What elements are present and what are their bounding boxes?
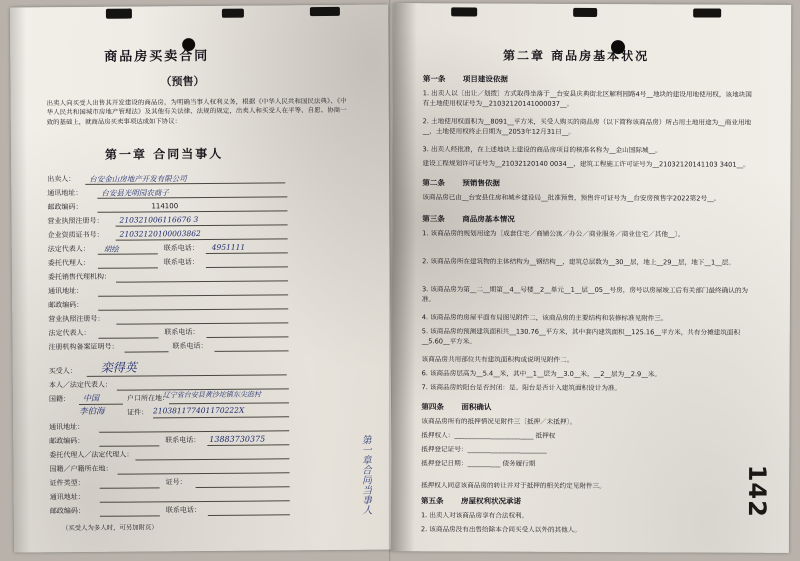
buyer-phone: 13883730375 — [209, 434, 266, 444]
scan-smudge — [310, 7, 340, 16]
left-page-title: 商品房买卖合同 — [104, 48, 210, 65]
article-4-item-3: 抵押登记日期：__________ 债务履行期 — [421, 459, 536, 468]
seller-value: 台安金山房地产开发有限公司 — [89, 174, 187, 184]
seller-field-label-10b: 联系电话： — [164, 328, 200, 337]
left-page-subtitle: （预售） — [160, 74, 205, 89]
seller-field-label-9: 营业执照注册号： — [48, 314, 105, 324]
article-5-title: 房屋权利状况承诺 — [461, 496, 522, 506]
seller-field-value-4b: 4951111 — [211, 242, 246, 252]
buyer-id-number: 210381177401170222X — [153, 405, 245, 416]
buyer-field-label-4b: 联系电话： — [165, 436, 201, 445]
scan-shadow-gutter — [391, 3, 417, 551]
article-3-item-2: 3. 该商品房为第__二__期第__4__号楼__2__单元__1__层__05__号房，房号以房屋竣工后有关部门最终确认的为准。 — [421, 285, 749, 303]
contract-page-right — [391, 3, 791, 553]
field-rule — [196, 486, 290, 488]
field-rule — [100, 487, 160, 488]
seller-field-label-2: 营业执照注册号： — [47, 216, 104, 226]
field-rule — [169, 402, 289, 404]
buyer-field-label-7: 证件类型： — [49, 478, 85, 488]
seller-field-label-8: 邮政编码： — [48, 300, 84, 310]
article-3-item-0: 1. 该商品房的规划用途为〔成套住宅／商铺公寓／办公／商业服务／商业住宅／其他__〕。 — [422, 229, 685, 239]
article-5-item-0: 1. 出卖人对该商品房享有合法权利。 — [420, 511, 529, 520]
seller-label: 出卖人： — [47, 174, 76, 184]
field-rule — [208, 514, 290, 516]
field-rule — [98, 308, 288, 310]
article-3-item-3: 4. 该商品房的房屋平面布局图见附件二，该商品房的主要结构和装修标准见附件三。 — [421, 313, 668, 323]
buyer-field-label-1: 国籍： — [48, 395, 70, 404]
contract-page-left — [10, 5, 392, 553]
seller-field-label-4b: 联系电话： — [163, 244, 199, 253]
field-rule — [118, 472, 290, 474]
article-3-title: 商品房基本情况 — [462, 214, 515, 224]
buyer-label: 买受人： — [48, 366, 77, 376]
field-rule — [206, 252, 288, 254]
field-rule — [153, 416, 289, 418]
seller-field-value-2: 210321006116676 3 — [119, 215, 199, 225]
article-3-item-6: 6. 该商品房层高为__5.4__米，其中__1__层为__3.0__米，__2__层为__2.9__米。 — [421, 369, 662, 379]
buyer-field-label-8: 通讯地址： — [49, 492, 85, 502]
seller-field-label-6: 委托销售代理机构： — [47, 272, 112, 282]
field-rule — [135, 458, 289, 460]
article-2-no: 第二条 — [422, 178, 445, 188]
pledge-note: 抵押权人同意该商品房的转让并对于抵押的相关约定见附件三。 — [421, 481, 606, 491]
article-2-title: 预销售依据 — [462, 178, 500, 188]
seller-field-label-3: 企业资质证书号： — [47, 230, 104, 240]
seller-field-label-11: 注册机构备案证明号： — [48, 342, 119, 352]
field-rule — [116, 224, 288, 226]
article-4-item-0: 该商品房所有的抵押情况见附件三〔抵押／未抵押〕。 — [421, 417, 577, 426]
article-5-item-1: 2. 该商品房没有出售给除本合同买受人以外的其他人。 — [420, 525, 581, 534]
scan-smudge — [451, 7, 477, 16]
seller-field-label-7: 通讯地址： — [48, 286, 84, 296]
field-rule — [207, 444, 289, 446]
buyer-field-label-1b: 户口所在地： — [126, 394, 169, 403]
buyer-field-label-0: 本人／法定代表人： — [48, 380, 112, 390]
field-rule — [100, 500, 290, 502]
field-rule — [206, 336, 288, 338]
seller-field-label-4: 法定代表人： — [47, 244, 90, 254]
seller-field-value-0: 台安县光明园农商子 — [101, 188, 169, 198]
seller-field-label-1: 邮政编码： — [47, 202, 83, 212]
article-3-item-7: 7. 该商品房的阳台是否封闭：是。阳台是否计入建筑面积设计为准。 — [421, 383, 622, 393]
scan-smudge — [106, 9, 132, 19]
buyer-field-label-4: 邮政编码： — [49, 436, 85, 446]
field-rule — [100, 515, 160, 516]
article-1-item-3: 建设工程规划许可证号为__21032120140 0034__，建筑工程施工许可证号为__21032120141103 3401__。 — [422, 159, 750, 169]
scan-smudge — [693, 8, 721, 17]
buyer-field-label-7b: 证号： — [165, 478, 187, 487]
buyer-name-handwritten: 李伯海 — [79, 406, 105, 417]
scan-shadow-left — [10, 7, 30, 552]
buyer-field-label-2b: 证件： — [127, 408, 149, 417]
seller-field-value-3: 21032120100003862 — [119, 229, 201, 239]
seller-field-label-10: 法定代表人： — [48, 328, 91, 338]
seller-field-label-11b: 联系电话： — [172, 341, 208, 351]
article-1-item-1: 2. 土地使用权面积为__8091__平方米，买受人购买的商品房（以下简称该商品房）所占用土地用途为__商业用地__，土地使用权终止日期为__2053年12月31日__。 — [422, 117, 752, 136]
field-rule — [116, 322, 288, 324]
field-rule — [98, 294, 288, 296]
field-rule — [206, 266, 288, 268]
buyer-household-address: 辽宁省台安县黄沙坨镇东尖泡村 — [162, 390, 261, 400]
article-4-title: 面积确认 — [461, 402, 492, 412]
seller-field-label-0: 通讯地址： — [47, 188, 83, 198]
field-rule — [97, 210, 287, 212]
scan-smudge — [573, 8, 597, 17]
article-3-item-5: 该商品房共用部位共有建筑面积构成说明见附件二。 — [421, 355, 574, 364]
buyer-field-label-3: 通讯地址： — [49, 422, 85, 432]
left-page-footnote: （买受人为多人时，可另加附页） — [61, 523, 158, 533]
article-3-no: 第三条 — [422, 214, 445, 224]
article-4-no: 第四条 — [421, 402, 444, 412]
buyer-field-label-6: 国籍／户籍所在地： — [49, 464, 113, 474]
article-4-item-2: 抵押登记证号：________________________ — [421, 445, 547, 454]
field-rule — [99, 430, 289, 432]
article-1-item-0: 1. 出卖人以〔出让／划拨〕方式取得坐落于__台安县庆典街北区解利园路4号__地块的建设用地使用权，该地块国有土地使用权证号为__21032120141000037__。 — [422, 89, 752, 108]
buyer-field-label-9: 邮政编码： — [49, 506, 85, 516]
field-rule — [116, 238, 288, 240]
buyer-country: 中国 — [82, 393, 99, 403]
chapter-one-heading: 第一章 合同当事人 — [104, 146, 224, 162]
article-1-title: 项目建设依据 — [462, 74, 508, 84]
seller-field-label-5b: 联系电话： — [163, 258, 199, 267]
field-rule — [99, 445, 159, 446]
left-page-preamble: 出卖人向买受人出售其开发建设的商品房，为明确当事人权利义务，根据《中华人民共和国民法典》、《中华人民共和国城市房地产管理法》及其他有关法律、法规的规定，出卖人和买受人在平等、自愿、协商一致的基础上，就商品房买卖事项达成如下协议： — [46, 96, 347, 126]
buyer-field-label-9b: 联系电话： — [165, 506, 201, 515]
buyer-field-label-5: 委托代理人／法定代理人： — [49, 450, 134, 460]
scan-smudge — [222, 9, 244, 18]
field-rule — [116, 280, 288, 282]
article-2-item-0: 该商品房已由__台安县住房和城乡建设局__批准预售，预售许可证号为__台安房预售字2022第2号__。 — [422, 193, 721, 203]
field-rule — [125, 351, 169, 352]
article-4-item-1: 抵押权人：________________________ 抵押权 — [421, 431, 556, 440]
field-rule — [98, 337, 158, 338]
article-3-item-4: 5. 该商品房的预测建筑面积共__130.76__平方米，其中套内建筑面积__125.16__平方米，共有分摊建筑面积__5.60__平方米。 — [421, 327, 741, 346]
field-rule — [215, 350, 289, 352]
article-5-no: 第五条 — [421, 496, 444, 506]
article-3-item-1: 2. 该商品房所在建筑物的主体结构为__钢结构__，建筑总层数为__30__层，地上__29__层，地下__1__层。 — [422, 257, 735, 267]
field-rule — [98, 267, 158, 268]
page-fold — [389, 0, 391, 561]
article-1-item-2: 3. 出卖人经批准，在上述地块上建设的商品房项目的核准名称为__金山国际城__。 — [422, 145, 662, 155]
buyer-value: 栾得英 — [100, 360, 137, 375]
seller-field-label-5: 委托代理人： — [47, 258, 90, 268]
seller-field-value-1: 114100 — [151, 202, 179, 211]
page-number: 142 — [742, 464, 772, 518]
article-1-no: 第一条 — [422, 74, 446, 84]
margin-annotation: 第一章合同当事人 — [359, 434, 371, 515]
chapter-two-heading: 第二章 商品房基本状况 — [502, 48, 650, 64]
seller-field-value-4: 胡绘 — [103, 244, 119, 254]
